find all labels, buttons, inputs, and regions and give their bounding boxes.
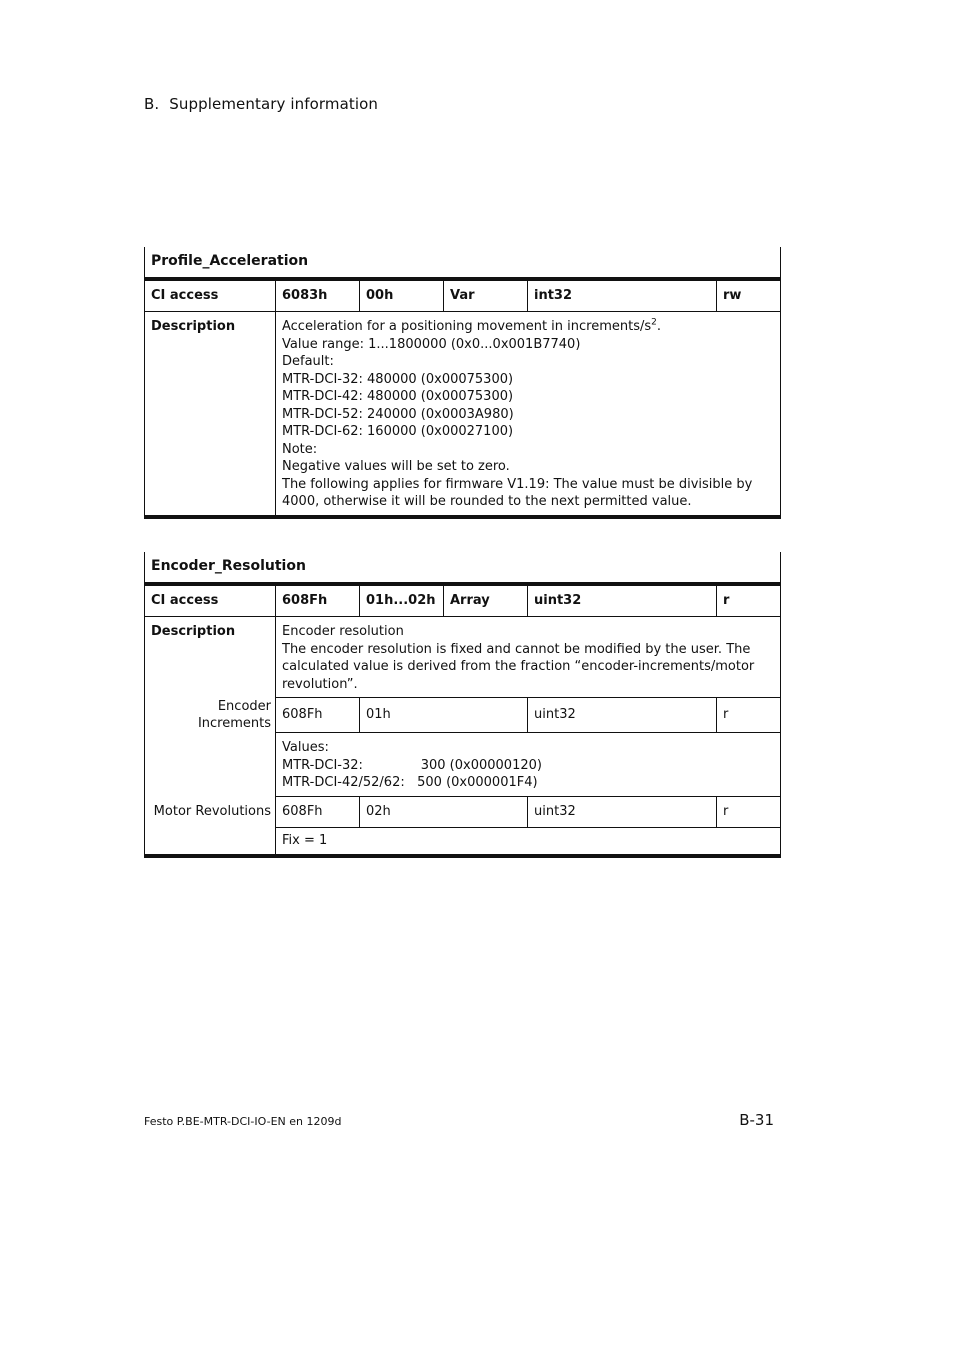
empty-cell xyxy=(145,733,276,797)
footer-doc-id: Festo P.BE-MTR-DCI-IO-EN en 1209d xyxy=(144,1115,342,1128)
table-title: Profile_Acceleration xyxy=(145,247,781,279)
subindex-cell: 01h...02h xyxy=(360,584,444,617)
datatype-cell: uint32 xyxy=(528,698,717,733)
description-label: Description xyxy=(145,617,276,698)
ci-access-row xyxy=(145,584,781,617)
table-title: Encoder_Resolution xyxy=(145,552,781,584)
subindex-cell: 02h xyxy=(360,796,528,827)
index-cell: 608Fh xyxy=(276,796,360,827)
description-line: MTR-DCI-52: 240000 (0x0003A980) xyxy=(282,406,514,422)
description-text xyxy=(276,312,781,517)
datatype-cell: uint32 xyxy=(528,796,717,827)
profile-acceleration-table xyxy=(144,247,781,519)
description-line: Value range: 1...1800000 (0x0...0x001B7740) xyxy=(282,336,581,352)
description-row xyxy=(145,312,781,517)
index-cell: 608Fh xyxy=(276,698,360,733)
description-line: The encoder resolution is fixed and cannot be modified by the user. The calculated value is derived from the fraction “encoder-increments/motor revolution”. xyxy=(282,641,759,692)
type-cell: Var xyxy=(444,279,528,312)
values-line: MTR-DCI-42/52/62: 500 (0x000001F4) xyxy=(282,775,538,790)
description-line: Note: xyxy=(282,441,318,457)
description-line: MTR-DCI-32: 480000 (0x00075300) xyxy=(282,371,514,387)
subindex-cell: 01h xyxy=(360,698,528,733)
encoder-increments-label: Encoder Increments xyxy=(145,698,276,733)
description-line: Default: xyxy=(282,354,334,369)
footer-page-number: B-31 xyxy=(739,1111,774,1129)
description-line: Encoder resolution xyxy=(282,624,404,639)
index-cell: 6083h xyxy=(276,279,360,312)
description-line: Negative values will be set to zero. xyxy=(282,459,510,474)
access-cell: r xyxy=(717,796,781,827)
description-line: MTR-DCI-62: 160000 (0x00027100) xyxy=(282,424,514,439)
description-label: Description xyxy=(145,312,276,517)
encoder-values-text xyxy=(276,733,781,797)
subindex-cell: 00h xyxy=(360,279,444,312)
motor-value-row xyxy=(145,827,781,856)
motor-revolutions-label: Motor Revolutions xyxy=(145,796,276,827)
description-text xyxy=(276,617,781,698)
encoder-values-row xyxy=(145,733,781,797)
index-cell: 608Fh xyxy=(276,584,360,617)
datatype-cell: uint32 xyxy=(528,584,717,617)
section-title: Supplementary information xyxy=(169,95,379,113)
description-line: MTR-DCI-42: 480000 (0x00075300) xyxy=(282,389,514,404)
encoder-resolution-table xyxy=(144,552,781,858)
datatype-cell: int32 xyxy=(528,279,717,312)
ci-access-label: CI access xyxy=(145,584,276,617)
access-cell: r xyxy=(717,584,781,617)
access-cell: r xyxy=(717,698,781,733)
section-number: B. xyxy=(144,95,160,113)
type-cell: Array xyxy=(444,584,528,617)
access-cell: rw xyxy=(717,279,781,312)
values-line: MTR-DCI-32: 300 (0x00000120) xyxy=(282,757,542,773)
motor-value-text: Fix = 1 xyxy=(276,827,781,856)
description-row xyxy=(145,617,781,698)
motor-revolutions-row xyxy=(145,796,781,827)
section-header xyxy=(144,95,378,113)
ci-access-label: CI access xyxy=(145,279,276,312)
ci-access-row xyxy=(145,279,781,312)
empty-cell xyxy=(145,827,276,856)
description-line: The following applies for firmware V1.19: The value must be divisible by 4000, otherwise it will be rounded to the next permitted value. xyxy=(282,476,757,509)
values-line: Values: xyxy=(282,740,329,755)
encoder-increments-row xyxy=(145,698,781,733)
description-line: Acceleration for a positioning movement in increments/$s^2$. xyxy=(282,317,662,334)
